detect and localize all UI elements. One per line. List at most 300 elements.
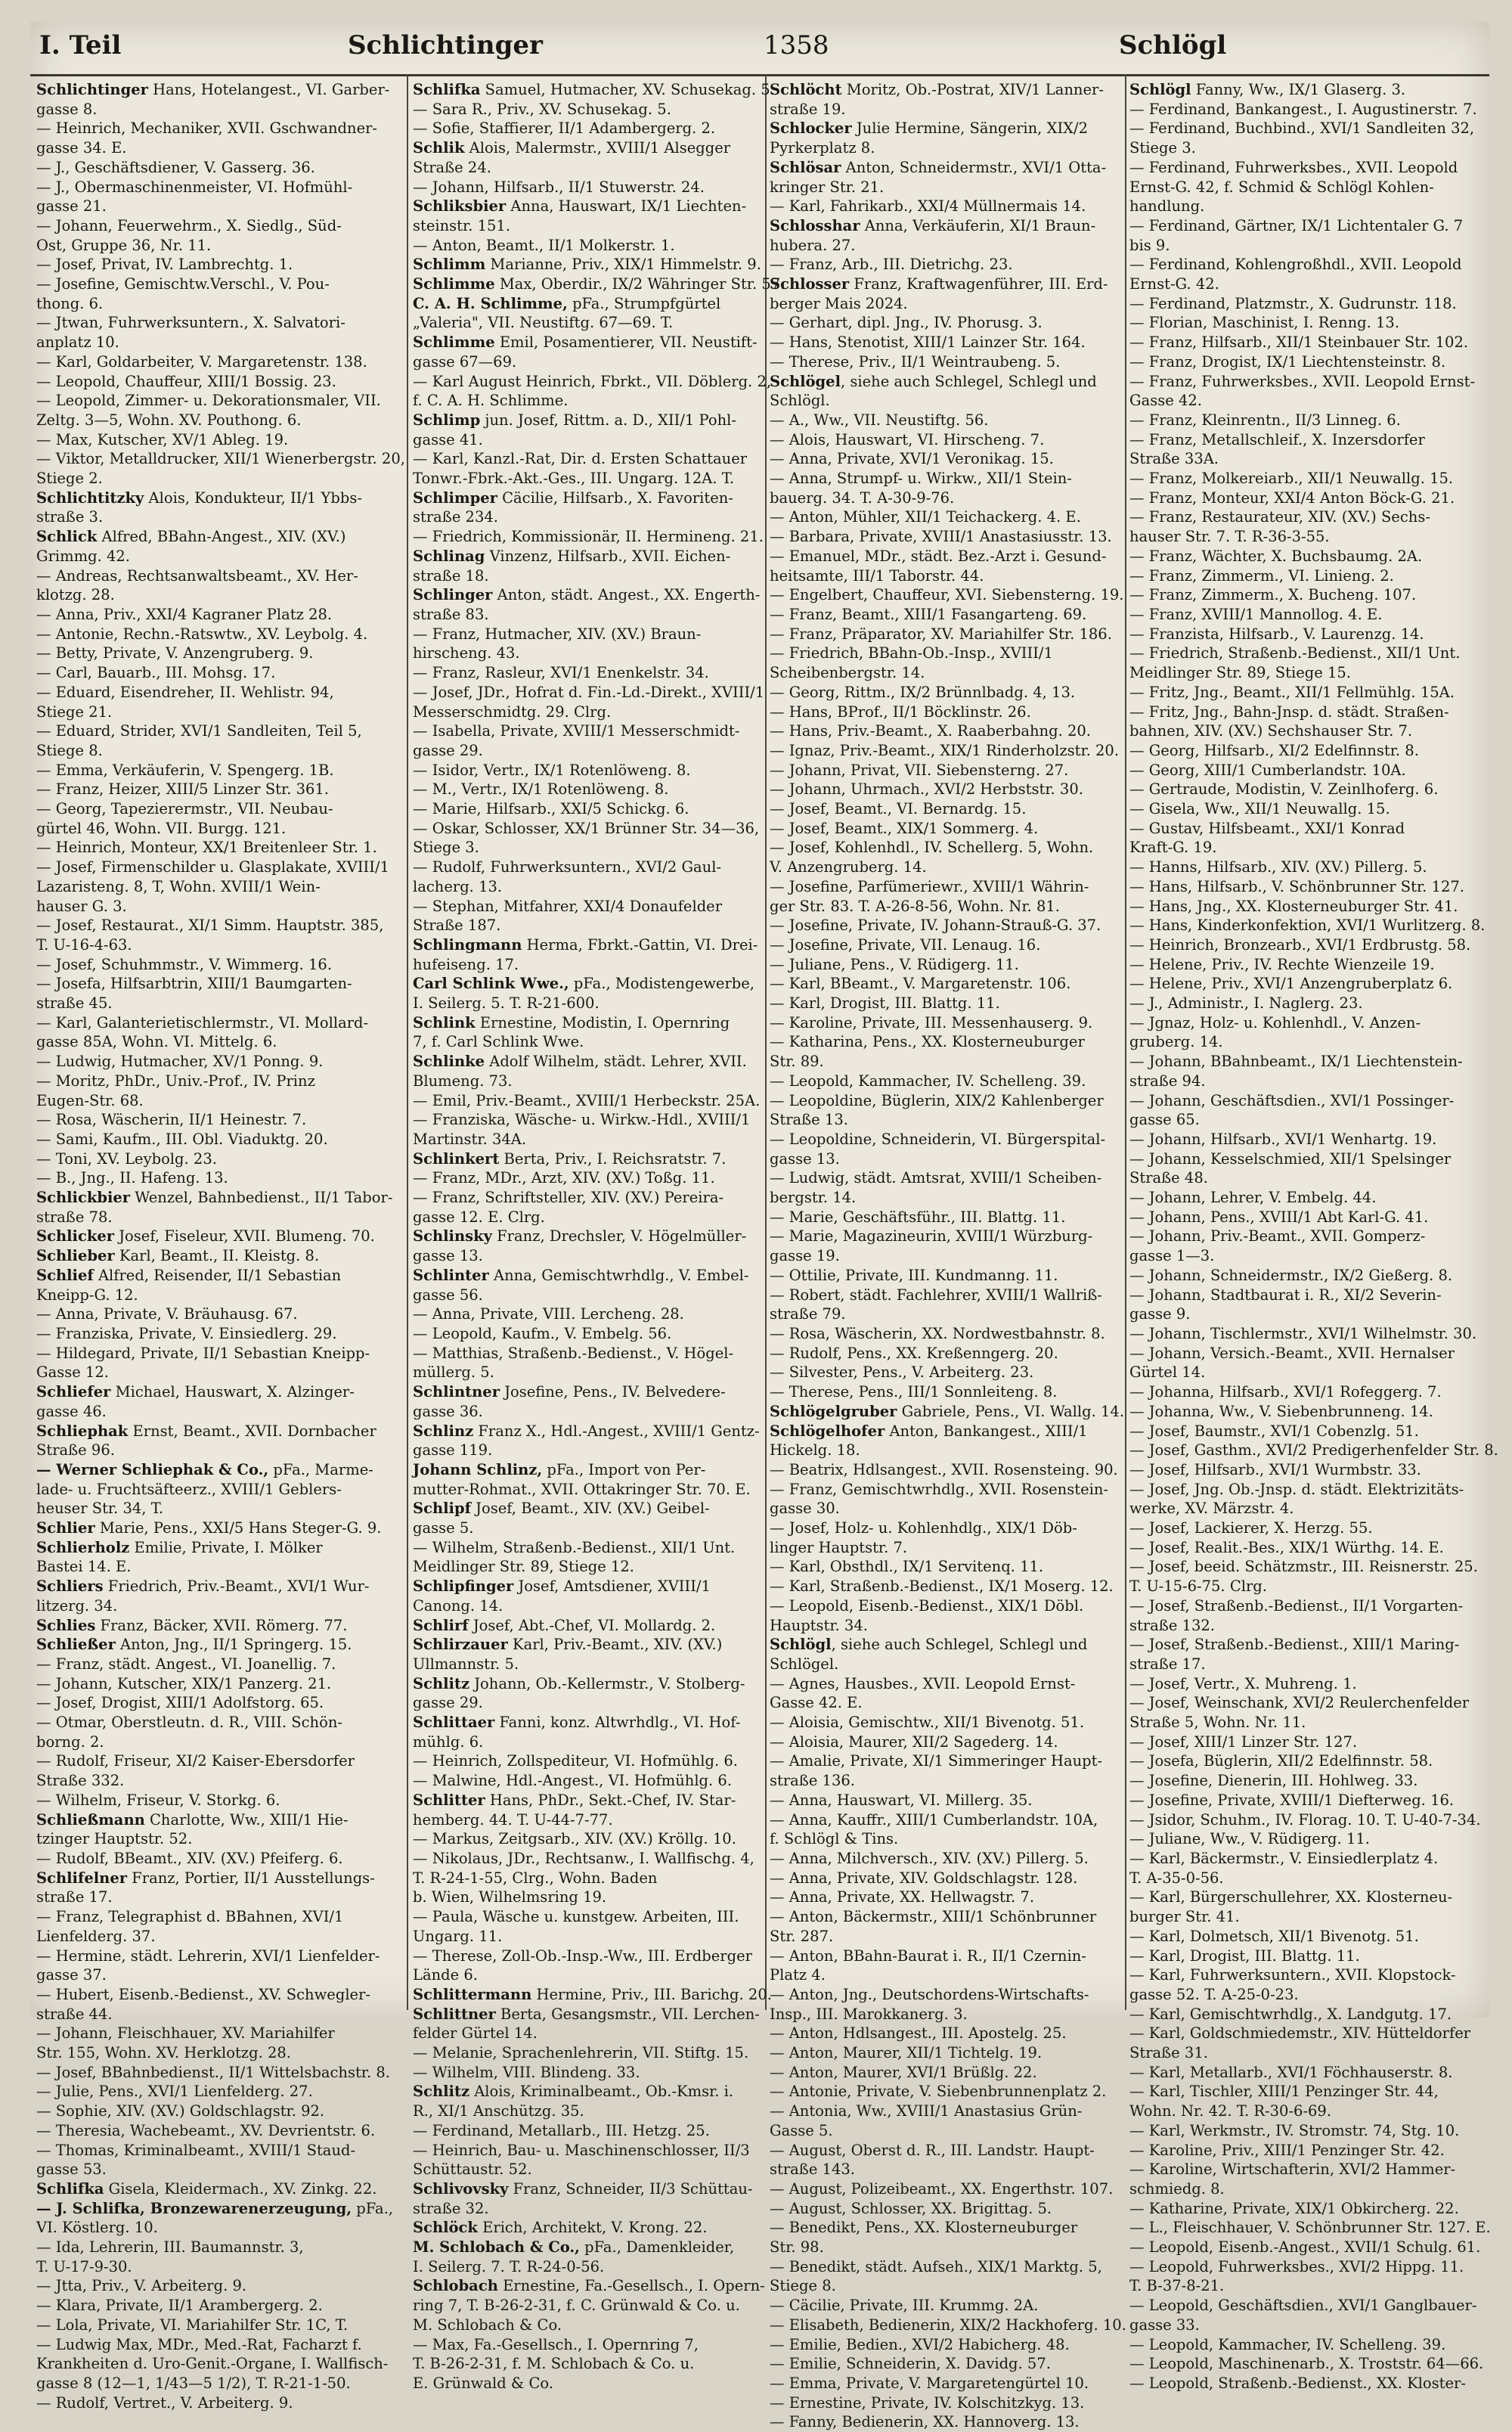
directory-entry-line	[770, 877, 1121, 897]
entry-text: Ullmannstr. 5.	[413, 1655, 519, 1673]
entry-text: Alois, Kondukteur, II/1 Ybbs-	[144, 489, 362, 507]
entry-surname: Schlingmann	[413, 935, 522, 954]
directory-entry-line	[36, 1635, 388, 1655]
entry-text: lacherg. 13.	[413, 877, 503, 895]
entry-text: — Leopold, Fuhrwerksbes., XVI/2 Hippg. 11.	[1129, 2257, 1464, 2275]
entry-text: — Friedrich, Straßenb.-Bedienst., XII/1 Unt.	[1129, 644, 1461, 662]
directory-entry-line	[770, 178, 1121, 197]
entry-text: Kraft-G. 19.	[1129, 839, 1217, 857]
entry-text: — Franz, Wächter, X. Buchsbaumg. 2A.	[1129, 547, 1423, 565]
entry-text: pFa.,	[352, 2199, 394, 2217]
directory-entry-line	[413, 1246, 764, 1266]
entry-text: Stiege 8.	[36, 741, 103, 759]
entry-text: Meidlinger Str. 89, Stiege 12.	[413, 1558, 634, 1576]
entry-text: straße 234.	[413, 508, 498, 526]
entry-text: — Josef, Restaurat., XI/1 Simm. Hauptstr. 385,	[36, 917, 384, 935]
directory-entry-line	[36, 683, 388, 703]
directory-entry-line	[1129, 955, 1481, 975]
entry-surname: Schlosser	[770, 275, 850, 293]
directory-entry-line	[413, 663, 764, 683]
entry-text: — Rosa, Wäscherin, XX. Nordwestbahnstr. 8.	[770, 1325, 1105, 1342]
directory-entry-line	[413, 1616, 764, 1636]
directory-entry-line	[36, 955, 388, 975]
left-catchword: Schlichtinger	[348, 30, 543, 60]
entry-surname: Carl Schlink Wwe.,	[413, 975, 569, 993]
entry-text: — Karl, Straßenb.-Bedienst., IX/1 Moserg. 12.	[770, 1577, 1114, 1596]
entry-text: — J., Obermaschinenmeister, VI. Hofmühl-	[36, 178, 353, 196]
entry-text: — Paula, Wäsche u. kunstgew. Arbeiten, III.	[413, 1908, 739, 1926]
entry-text: Schlögl.	[770, 392, 830, 410]
directory-entry-line	[770, 255, 1121, 275]
directory-entry-line	[1129, 1751, 1481, 1771]
directory-entry-line	[770, 566, 1121, 586]
entry-text: — Ottilie, Private, III. Kundmanng. 11.	[770, 1266, 1058, 1284]
directory-entry-line	[36, 703, 388, 722]
entry-text: gasse 12. E. Clrg.	[413, 1208, 545, 1226]
entry-text: — Karoline, Wirtschafterin, XVI/2 Hammer-	[1129, 2161, 1456, 2179]
directory-entry-line	[413, 974, 764, 994]
directory-entry-line	[1129, 1110, 1481, 1130]
entry-text: — Heinrich, Zollspediteur, VI. Hofmühlg. 6.	[413, 1752, 738, 1770]
directory-entry-line	[413, 507, 764, 527]
entry-text: Fanni, konz. Altwrhdlg., VI. Hof-	[494, 1714, 741, 1732]
directory-entry-line	[770, 1635, 1121, 1655]
entry-text: — Josefine, Private, IV. Johann-Strauß-G. 37.	[770, 917, 1101, 935]
entry-text: Friedrich, Priv.-Beamt., XVI/1 Wur-	[103, 1577, 370, 1596]
directory-entry-line	[36, 1227, 388, 1246]
entry-text: Emilie, Private, I. Mölker	[129, 1538, 323, 1556]
entry-text: — Ferdinand, Gärtner, IX/1 Lichtentaler G. 7	[1129, 216, 1464, 234]
directory-entry-line	[1129, 1168, 1481, 1188]
entry-text: — Karl, Tischler, XIII/1 Penzinger Str. 44,	[1129, 2083, 1439, 2101]
entry-text: — Josef, Beamt., VI. Bernardg. 15.	[770, 800, 1027, 818]
entry-surname: Schlögl	[1129, 81, 1191, 98]
entry-text: — Betty, Private, V. Anzengruberg. 9.	[36, 644, 314, 662]
entry-text: — Karl, Fahrikarb., XXI/4 Müllnermais 14.	[770, 197, 1086, 216]
entry-text: — M., Vertr., IX/1 Rotenlöweng. 8.	[413, 780, 669, 799]
directory-entry-line	[413, 2257, 764, 2277]
entry-text: — Fritz, Jng., Bahn-Jnsp. d. städt. Straßen-	[1129, 703, 1449, 721]
directory-entry-line	[1129, 372, 1481, 392]
directory-entry-line	[413, 1888, 764, 1907]
entry-text: anplatz 10.	[36, 333, 119, 352]
entry-text: — Anna, Private, XX. Hellwagstr. 7.	[770, 1888, 1035, 1906]
entry-text: — Thomas, Kriminalbeamt., XVIII/1 Staud-	[36, 2141, 356, 2159]
entry-surname: Johann Schlinz,	[413, 1460, 543, 1478]
directory-entry-line	[36, 780, 388, 799]
entry-text: gasse 36.	[413, 1402, 483, 1420]
entry-text: gasse 53.	[36, 2161, 107, 2179]
entry-text: gasse 29.	[413, 741, 483, 759]
directory-entry-line	[413, 761, 764, 780]
directory-entry-line	[770, 799, 1121, 819]
directory-entry-line	[413, 1907, 764, 1927]
directory-entry-line	[36, 1674, 388, 1694]
entry-surname: Schlögl	[770, 1636, 832, 1654]
entry-surname: Schlittner	[413, 2005, 496, 2023]
directory-entry-line	[770, 1208, 1121, 1227]
entry-text: — Josefine, Private, XVIII/1 Diefterweg. 16.	[1129, 1791, 1455, 1809]
entry-text: — Sara R., Priv., XV. Schusekag. 5.	[413, 100, 671, 118]
directory-entry-line	[36, 2043, 388, 2063]
directory-entry-line	[36, 1072, 388, 1091]
directory-entry-line	[413, 216, 764, 236]
entry-text: — Robert, städt. Fachlehrer, XVIII/1 Wallriß-	[770, 1286, 1102, 1304]
directory-entry-line	[1129, 2024, 1481, 2043]
directory-entry-line	[1129, 1829, 1481, 1849]
directory-entry-line	[1129, 1130, 1481, 1149]
directory-entry-line	[1129, 2238, 1481, 2257]
entry-text: — Emma, Verkäuferin, V. Spengerg. 1B.	[36, 761, 334, 779]
directory-entry-line	[413, 1110, 764, 1130]
entry-text: — Theresia, Wachebeamt., XV. Devrientstr. 6.	[36, 2121, 376, 2139]
entry-text: straße 17.	[1129, 1655, 1206, 1673]
entry-text: Alfred, BBahn-Angest., XIV. (XV.)	[97, 528, 346, 546]
directory-entry-line	[36, 2316, 388, 2335]
entry-text: jun. Josef, Rittm. a. D., XII/1 Pohl-	[480, 411, 736, 429]
entry-surname: Schlögelgruber	[770, 1402, 897, 1420]
entry-text: — Josefine, Parfümeriewr., XVIII/1 Währin-	[770, 877, 1089, 895]
entry-text: heitsamte, III/1 Taborstr. 44.	[770, 566, 984, 585]
directory-entry-line	[413, 255, 764, 275]
entry-text: — Karl, Dolmetsch, XII/1 Bivenotg. 51.	[1129, 1927, 1419, 1945]
directory-entry-line	[36, 1557, 388, 1577]
entry-text: — Marie, Geschäftsführ., III. Blattg. 11.	[770, 1208, 1066, 1226]
entry-text: straße 32.	[413, 2199, 489, 2217]
directory-entry-line	[36, 275, 388, 294]
entry-surname: Schlier	[36, 1519, 95, 1537]
entry-text: straße 79.	[770, 1305, 846, 1323]
entry-text: linger Hauptstr. 7.	[770, 1538, 908, 1556]
directory-entry-line	[36, 1208, 388, 1227]
entry-text: — August, Polizeibeamt., XX. Engerthstr. 107.	[770, 2179, 1114, 2198]
entry-surname: Schließer	[36, 1636, 116, 1654]
entry-text: — Andreas, Rechtsanwaltsbeamt., XV. Her-	[36, 566, 358, 585]
entry-text: — Hermine, städt. Lehrerin, XVI/1 Lienfelder-	[36, 1947, 380, 1965]
directory-entry-line	[770, 527, 1121, 547]
entry-surname: Schlinke	[413, 1053, 485, 1071]
entry-text: — Josef, Vertr., X. Muhreng. 1.	[1129, 1674, 1357, 1692]
directory-entry-line	[1129, 625, 1481, 644]
directory-entry-line	[36, 819, 388, 839]
entry-text: lade- u. Fruchtsäfteerz., XVIII/1 Geblers-	[36, 1480, 342, 1498]
entry-text: Wenzel, Bahnbedienst., II/1 Tabor-	[130, 1189, 393, 1207]
entry-surname: — Werner Schliephak & Co.,	[36, 1460, 269, 1478]
directory-entry-line	[1129, 1732, 1481, 1752]
directory-entry-line	[413, 1927, 764, 1947]
directory-entry-line	[36, 449, 405, 469]
directory-entry-line	[770, 275, 1121, 294]
entry-text: — Johann, Hilfsarb., XVI/1 Wenhartg. 19.	[1129, 1130, 1437, 1148]
entry-text: straße 78.	[36, 1208, 113, 1226]
entry-surname: Schlittaer	[413, 1714, 495, 1732]
entry-text: — Franz, Präparator, XV. Mariahilfer Str. 186.	[770, 625, 1112, 643]
entry-text: — Otmar, Oberstleutn. d. R., VIII. Schön-	[36, 1714, 342, 1732]
directory-entry-line	[36, 585, 388, 605]
directory-entry-line	[1129, 2141, 1481, 2161]
directory-entry-line	[770, 411, 1121, 430]
directory-entry-line	[1129, 1441, 1498, 1460]
directory-entry-line	[36, 1091, 388, 1111]
entry-text: — Emanuel, MDr., städt. Bez.-Arzt i. Gesund-	[770, 547, 1107, 565]
entry-text: — Karl, Galanterietischlermstr., VI. Mollard-	[36, 1013, 369, 1031]
entry-text: Straße 187.	[413, 917, 501, 935]
entry-text: hemberg. 44. T. U-44-7-77.	[413, 1810, 613, 1829]
entry-surname: Schlichtinger	[36, 81, 148, 98]
directory-entry-line	[413, 411, 764, 430]
directory-entry-line	[770, 1344, 1121, 1363]
entry-text: Gasse 5.	[770, 2121, 833, 2139]
directory-entry-line	[770, 1674, 1121, 1694]
directory-entry-line	[770, 1363, 1121, 1382]
entry-text: — Amalie, Private, XI/1 Simmeringer Haupt-	[770, 1752, 1103, 1770]
entry-text: Str. 287.	[770, 1927, 834, 1945]
directory-entry-line	[36, 994, 388, 1013]
directory-entry-line	[36, 1965, 388, 1985]
directory-entry-line	[36, 1751, 388, 1771]
directory-entry-line	[36, 2160, 388, 2179]
entry-surname: Schlinkert	[413, 1149, 500, 1168]
entry-text: — Karl, Werkmstr., IV. Stromstr. 74, Stg. 10.	[1129, 2121, 1460, 2139]
directory-entry-line	[36, 2102, 388, 2121]
entry-text: Straße 96.	[36, 1441, 115, 1460]
entry-surname: Schlierholz	[36, 1538, 130, 1556]
directory-entry-line	[1129, 2179, 1481, 2199]
directory-entry-line	[770, 2005, 1121, 2024]
directory-entry-line	[413, 858, 764, 877]
entry-surname: Schlösar	[770, 158, 841, 176]
directory-entry-line	[1129, 2316, 1481, 2335]
entry-text: — Ferdinand, Kohlengroßhdl., XVII. Leopold	[1129, 256, 1462, 274]
entry-text: — Isabella, Private, XVIII/1 Messerschmidt-	[413, 722, 740, 740]
directory-entry-line	[36, 838, 388, 858]
directory-entry-line	[770, 1382, 1121, 1402]
entry-text: — Leopold, Zimmer- u. Dekorationsmaler, VII.	[36, 392, 381, 410]
directory-entry-line	[1129, 1965, 1481, 1985]
entry-text: — Josef, Realit.-Bes., XIX/1 Würthg. 14. E.	[1129, 1538, 1444, 1556]
directory-entry-line	[413, 1382, 764, 1402]
directory-entry-line	[413, 119, 764, 138]
directory-entry-line	[36, 1616, 388, 1636]
entry-text: — Sofie, Staffierer, II/1 Adambergerg. 2.	[413, 119, 716, 138]
directory-entry-line	[770, 1091, 1121, 1111]
directory-entry-line	[36, 721, 388, 741]
directory-entry-line	[36, 527, 388, 547]
entry-text: — Josef, Firmenschilder u. Glasplakate, XVIII/1	[36, 858, 389, 876]
directory-entry-line	[36, 236, 388, 256]
directory-entry-line	[770, 703, 1121, 722]
directory-entry-line	[36, 2121, 388, 2141]
entry-text: — Heinrich, Mechaniker, XVII. Gschwandner-	[36, 119, 378, 138]
entry-text: — Alois, Hauswart, VI. Hirscheng. 7.	[770, 430, 1045, 448]
entry-text: Vinzenz, Hilfsarb., XVII. Eichen-	[485, 547, 731, 565]
directory-entry-line	[1129, 741, 1481, 761]
entry-text: — Wilhelm, VIII. Blindeng. 33.	[413, 2063, 640, 2081]
directory-entry-line	[1129, 2374, 1481, 2393]
entry-text: — Karl, BBeamt., V. Margaretenstr. 106.	[770, 975, 1071, 993]
entry-text: gasse 34. E.	[36, 139, 127, 157]
directory-entry-line	[770, 644, 1121, 663]
entry-text: T. U-17-9-30.	[36, 2257, 132, 2275]
entry-text: Anton, Jng., II/1 Springerg. 15.	[115, 1636, 352, 1654]
entry-surname: Schlintner	[413, 1383, 500, 1401]
directory-entry-line	[36, 372, 388, 392]
directory-columns	[36, 80, 1498, 2431]
entry-text: — Hans, Priv.-Beamt., X. Raaberbahng. 20.	[770, 722, 1092, 740]
entry-text: — Emil, Priv.-Beamt., XVIII/1 Herbeckstr. 25A.	[413, 1091, 761, 1109]
directory-entry-line	[36, 2296, 388, 2316]
entry-text: — Franz, Kleinrentn., II/3 Linneg. 6.	[1129, 411, 1401, 429]
directory-entry-line	[36, 2063, 388, 2083]
directory-entry-line	[770, 1168, 1121, 1188]
entry-surname: Schlimm	[413, 256, 486, 274]
directory-entry-line	[36, 1713, 388, 1732]
entry-text: gasse 8.	[36, 100, 98, 118]
directory-page	[30, 21, 1498, 2431]
directory-entry-line	[770, 1810, 1121, 1830]
entry-surname: Schlimper	[413, 489, 497, 507]
entry-text: — Hans, Stenotist, XIII/1 Lainzer Str. 164.	[770, 333, 1086, 352]
entry-text: Ost, Gruppe 36, Nr. 11.	[36, 236, 212, 254]
entry-text: — J., Administr., I. Naglerg. 23.	[1129, 994, 1363, 1013]
entry-text: Pyrkerplatz 8.	[770, 139, 875, 157]
directory-entry-line	[1129, 313, 1481, 333]
directory-entry-line	[1129, 2043, 1481, 2063]
directory-entry-line	[770, 897, 1121, 917]
entry-text: — Franz, Hutmacher, XIV. (XV.) Braun-	[413, 625, 702, 643]
directory-entry-line	[1129, 1363, 1481, 1382]
entry-surname: Schlobach	[413, 2277, 498, 2295]
entry-text: gürtel 46, Wohn. VII. Burgg. 121.	[36, 819, 287, 837]
entry-text: — Josef, beeid. Schätzmstr., III. Reisnerstr. 25.	[1129, 1558, 1478, 1576]
entry-text: — Johann, Schneidermstr., IX/2 Gießerg. 8.	[1129, 1266, 1453, 1284]
directory-entry-line	[36, 138, 388, 158]
entry-text: Gisela, Kleidermach., XV. Zinkg. 22.	[104, 2179, 377, 2198]
entry-text: straße 18.	[413, 566, 489, 585]
directory-entry-line	[36, 100, 388, 119]
directory-entry-line	[413, 2082, 764, 2102]
directory-entry-line	[770, 605, 1121, 625]
entry-text: Str. 89.	[770, 1053, 824, 1071]
entry-text: hirscheng. 43.	[413, 644, 520, 662]
directory-entry-line	[413, 449, 764, 469]
entry-text: — Karl, Bürgerschullehrer, XX. Klosterneu-	[1129, 1888, 1453, 1906]
directory-entry-line	[770, 2063, 1121, 2083]
entry-text: — Franz, Molkereiarb., XII/1 Neuwallg. 15.	[1129, 470, 1454, 488]
directory-entry-line	[36, 799, 388, 819]
entry-text: Franz, Kraftwagenführer, III. Erd-	[849, 275, 1108, 293]
directory-entry-line	[36, 2393, 388, 2413]
directory-entry-line	[36, 605, 388, 625]
entry-text: pFa., Marme-	[268, 1460, 373, 1478]
directory-entry-line	[1129, 1635, 1481, 1655]
entry-text: gruberg. 14.	[1129, 1033, 1223, 1051]
entry-text: — Ferdinand, Bankangest., I. Augustinerstr. 7.	[1129, 100, 1477, 118]
directory-entry-line	[413, 819, 764, 839]
entry-text: — Franz, Rasleur, XVI/1 Enenkelstr. 34.	[413, 664, 709, 682]
directory-entry-line	[1129, 1927, 1481, 1947]
directory-entry-line	[770, 1227, 1121, 1246]
entry-text: — Johann, Priv.-Beamt., XVII. Gomperz-	[1129, 1227, 1426, 1245]
entry-text: Straße 5, Wohn. Nr. 11.	[1129, 1714, 1306, 1732]
entry-text: f. Schlögl & Tins.	[770, 1830, 899, 1848]
entry-text: Josef, Abt.-Chef, VI. Mollardg. 2.	[468, 1616, 716, 1634]
directory-entry-line	[770, 391, 1121, 411]
entry-text: — Rudolf, Friseur, XI/2 Kaiser-Ebersdorfer	[36, 1752, 355, 1770]
entry-text: — Karl, Drogist, III. Blattg. 11.	[1129, 1947, 1360, 1965]
entry-text: — Johann, Fleischhauer, XV. Mariahilfer	[36, 2024, 335, 2043]
entry-text: Str. 98.	[770, 2238, 824, 2257]
entry-text: — Barbara, Private, XVIII/1 Anastasiusstr. 13.	[770, 528, 1112, 546]
directory-entry-line	[413, 1985, 772, 2005]
entry-text: bauerg. 34. T. A-30-9-76.	[770, 489, 955, 507]
entry-text: gasse 21.	[36, 197, 107, 216]
entry-text: gasse 56.	[413, 1286, 483, 1304]
directory-entry-line	[36, 974, 388, 994]
page-number: 1358	[764, 30, 829, 60]
entry-text: — Josef, Gasthm., XVI/2 Predigerhenfelder Str. 8.	[1129, 1441, 1498, 1460]
directory-entry-line	[1129, 1616, 1481, 1636]
directory-entry-line	[413, 1499, 764, 1518]
entry-text: — A., Ww., VII. Neustiftg. 56.	[770, 411, 989, 429]
entry-text: Stiege 21.	[36, 703, 113, 721]
entry-text: — Ferdinand, Platzmstr., X. Gudrunstr. 118.	[1129, 294, 1457, 312]
entry-text: — Ludwig, Hutmacher, XV/1 Ponng. 9.	[36, 1053, 324, 1071]
entry-text: — Johann, Versich.-Beamt., XVII. Hernalser	[1129, 1344, 1455, 1362]
entry-text: — Leopold, Straßenb.-Bedienst., XX. Kloster-	[1129, 2374, 1466, 2392]
directory-entry-line	[1129, 2121, 1481, 2141]
entry-text: — B., Jng., II. Hafeng. 13.	[36, 1169, 228, 1187]
entry-text: Samuel, Hutmacher, XV. Schusekag. 5.	[480, 81, 775, 98]
entry-text: — Isidor, Vertr., IX/1 Rotenlöweng. 8.	[413, 761, 691, 779]
entry-text: — Emma, Private, V. Margaretengürtel 10.	[770, 2374, 1089, 2392]
entry-text: T. R-24-1-55, Clrg., Wohn. Baden	[413, 1869, 658, 1887]
entry-text: 7, f. Carl Schlink Wwe.	[413, 1033, 584, 1051]
directory-entry-line	[413, 275, 785, 294]
directory-entry-line	[770, 1538, 1121, 1558]
directory-entry-line	[413, 2238, 764, 2257]
directory-entry-line	[413, 1947, 764, 1966]
directory-entry-line	[36, 391, 388, 411]
directory-entry-line	[413, 2043, 764, 2063]
directory-entry-line	[770, 1791, 1121, 1810]
directory-entry-line	[413, 566, 764, 586]
directory-entry-line	[1129, 1286, 1481, 1305]
directory-entry-line	[770, 1188, 1121, 1208]
directory-entry-line	[1129, 916, 1486, 935]
entry-text: Anna, Hauswart, IX/1 Liechten-	[506, 197, 747, 216]
directory-entry-line	[413, 469, 764, 489]
entry-text: — Antonia, Ww., XVIII/1 Anastasius Grün-	[770, 2102, 1083, 2120]
directory-entry-line	[36, 411, 388, 430]
directory-entry-line	[413, 1674, 764, 1694]
entry-text: — Wilhelm, Straßenb.-Bedienst., XII/1 Unt.	[413, 1538, 736, 1556]
entry-text: Alois, Kriminalbeamt., Ob.-Kmsr. i.	[469, 2083, 734, 2101]
entry-text: — Leopold, Kammacher, IV. Schelleng. 39.	[770, 1072, 1086, 1090]
directory-entry-line	[413, 2316, 764, 2335]
directory-entry-line	[1129, 1091, 1481, 1111]
entry-text: — Karoline, Priv., XIII/1 Penzinger Str. 42.	[1129, 2141, 1445, 2159]
entry-text: Martinstr. 34A.	[413, 1130, 527, 1148]
entry-text: — Franz, Drogist, IX/1 Liechtensteinstr. 8.	[1129, 352, 1446, 371]
entry-text: — Josef, Straßenb.-Bedienst., II/1 Vorgarten-	[1129, 1596, 1464, 1615]
directory-entry-line	[1129, 294, 1481, 314]
entry-surname: Schlimme	[413, 275, 495, 293]
directory-entry-line	[36, 1771, 388, 1791]
directory-entry-line	[413, 1791, 764, 1810]
entry-text: — Franz, MDr., Arzt, XIV. (XV.) Toßg. 11.	[413, 1169, 715, 1187]
entry-surname: Schlirzauer	[413, 1636, 508, 1654]
